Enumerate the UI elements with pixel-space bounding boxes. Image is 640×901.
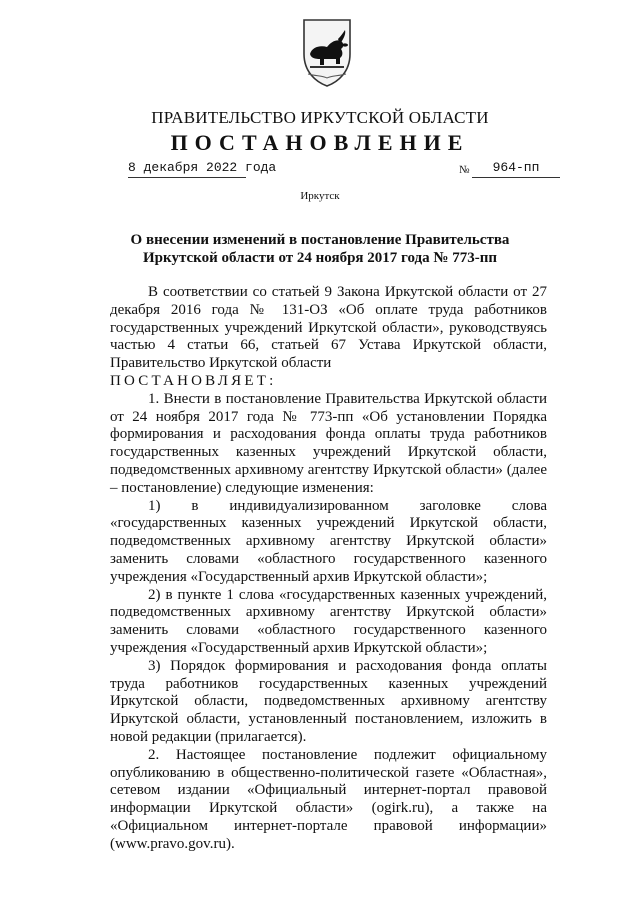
resolves-label: ПОСТАНОВЛЯЕТ:: [110, 372, 277, 389]
item-2: 2. Настоящее постановление подлежит официальному опубликованию в общественно-политической газете «Областная», сетевом издании «Официальный интернет-портал правовой информации Иркутской области» (ogirk.ru), а также на «Официальном интернет-портале правовой информации» (www.pravo.gov.ru).: [110, 746, 547, 852]
city: Иркутск: [300, 190, 340, 202]
item-1-3: 3) Порядок формирования и расходования фонда оплаты труда работников государственных казенных учреждений Иркутской области, подведомственных архивному агентству Иркутской области, установленный постановлением, изложить в новой редакции (прилагается).: [110, 657, 547, 745]
number-sign: №: [459, 164, 470, 176]
item-1: 1. Внести в постановление Правительства Иркутской области от 24 ноября 2017 года № 773-пп «Об установлении Порядка формирования и расходования фонда оплаты труда работников государственных казенных учреждений Иркутской области, подведомственных архивному агентству Иркутской области» (далее – постановление) следующие изменения:: [110, 390, 547, 496]
document-number: 964-пп: [472, 160, 560, 178]
government-name: ПРАВИТЕЛЬСТВО ИРКУТСКОЙ ОБЛАСТИ: [151, 108, 489, 127]
document-title: О внесении изменений в постановление Правительства Иркутской области от 24 ноября 2017 года № 773-пп: [130, 232, 510, 266]
document-type: ПОСТАНОВЛЕНИЕ: [170, 130, 470, 155]
document-body: [110, 284, 547, 854]
preamble: В соответствии со статьей 9 Закона Иркутской области от 27 декабря 2016 года № 131-ОЗ «Об оплате труда работников государственных учреждений Иркутской области», руководствуясь частью 4 статьи 66, статьей 67 Устава Иркутской области, Правительство Иркутской области: [110, 284, 547, 372]
item-1-2: 2) в пункте 1 слова «государственных казенных учреждений, подведомственных архивному агентству Иркутской области» заменить словами «областного государственного казенного учреждения «Государственный архив Иркутской области»;: [110, 586, 547, 656]
item-1-1: 1) в индивидуализированном заголовке слова «государственных казенных учреждений Иркутской области, подведомственных архивному агентству Иркутской области» заменить словами «областного государственного казенного учреждения «Государственный архив Иркутской области»;: [110, 497, 547, 585]
coat-of-arms-icon: [300, 14, 354, 88]
document-date: 8 декабря 2022 года: [128, 160, 246, 178]
